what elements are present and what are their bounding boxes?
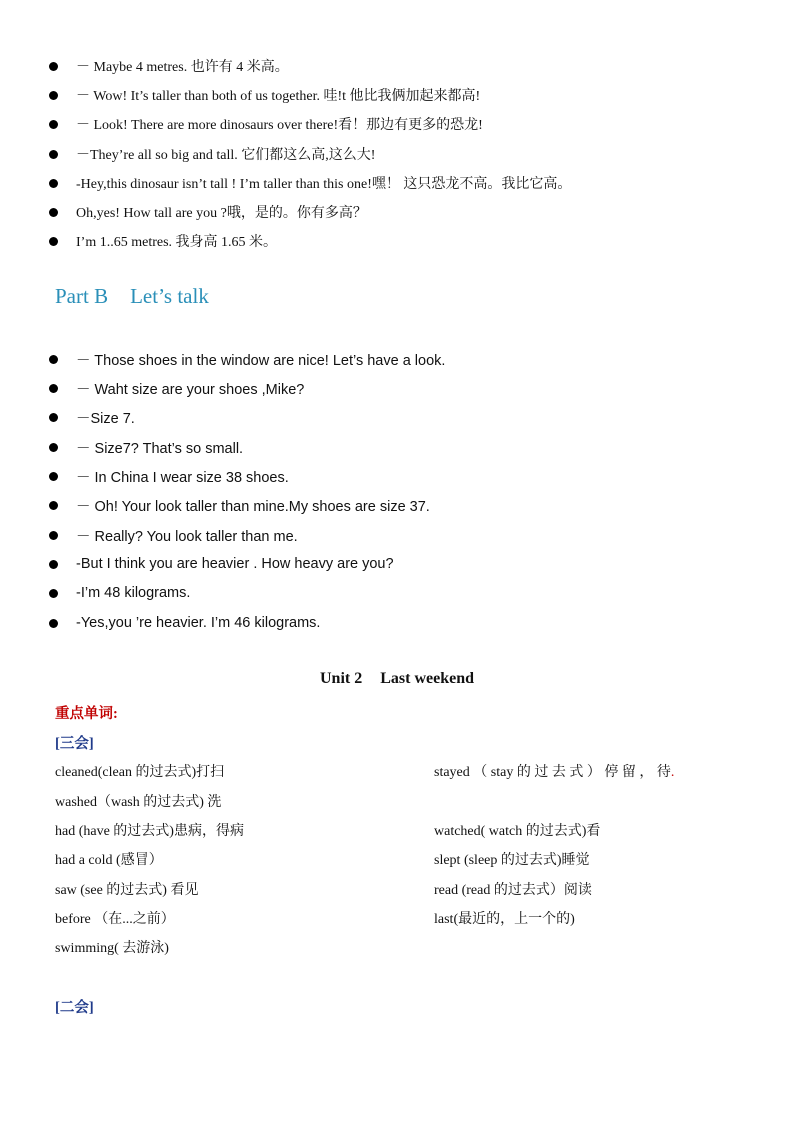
bullet-icon	[49, 560, 58, 569]
dialogue-line: － Size7? That’s so small.	[76, 440, 244, 457]
dialogue-line: -But I think you are heavier . How heavy are you?	[76, 556, 394, 572]
dialogue-line: － Waht size are your shoes ,Mike?	[76, 381, 305, 398]
unit-title: Last weekend	[380, 670, 474, 687]
word-entry: last(最近的，上一个的)	[434, 912, 575, 927]
word-entry: saw (see 的过去式) 看见	[55, 883, 199, 898]
bullet-icon	[49, 62, 58, 71]
unit-heading	[0, 670, 794, 688]
dialogue-line: － Those shoes in the window are nice! Let’s have a look.	[76, 352, 446, 369]
section-title: Let’s talk	[130, 284, 209, 308]
word-entry: had (have 的过去式)患病，得病	[55, 824, 244, 839]
level-three-label: [三会]	[55, 736, 94, 752]
dialogue-line: －They’re all so big and tall. 它们都这么高,这么大!	[76, 148, 376, 163]
trailing-mark: .	[670, 765, 675, 780]
dialogue-line: －Size 7.	[76, 410, 135, 427]
section-heading	[55, 284, 209, 309]
word-entry: swimming( 去游泳)	[55, 941, 169, 956]
dialogue-line: － Really? You look taller than me.	[76, 528, 298, 545]
dialogue-line: － In China I wear size 38 shoes.	[76, 469, 289, 486]
bullet-icon	[49, 384, 58, 393]
bullet-icon	[49, 91, 58, 100]
word-entry	[434, 761, 674, 781]
bullet-icon	[49, 472, 58, 481]
bullet-icon	[49, 150, 58, 159]
word-entry: washed（wash 的过去式) 洗	[55, 795, 222, 810]
bullet-icon	[49, 413, 58, 422]
dialogue-line: － Look! There are more dinosaurs over there!看！那边有更多的恐龙!	[76, 118, 483, 133]
word-text: stayed （ stay 的 过 去 式 ） 停 留 ， 待	[434, 765, 671, 780]
dialogue-line: － Wow! It’s taller than both of us together. 哇!t 他比我俩加起来都高!	[76, 89, 481, 104]
word-entry: slept (sleep 的过去式)睡觉	[434, 853, 590, 868]
section-label: Part B	[55, 284, 109, 308]
bullet-icon	[49, 179, 58, 188]
dialogue-line: I’m 1..65 metres. 我身高 1.65 米。	[76, 235, 278, 250]
dialogue-line: -Hey,this dinosaur isn’t tall ! I’m taller than this one!嘿！ 这只恐龙不高。我比它高。	[76, 177, 572, 192]
bullet-icon	[49, 501, 58, 510]
bullet-icon	[49, 443, 58, 452]
word-entry: watched( watch 的过去式)看	[434, 824, 601, 839]
word-entry: cleaned(clean 的过去式)打扫	[55, 765, 225, 780]
bullet-icon	[49, 208, 58, 217]
bullet-icon	[49, 237, 58, 246]
word-entry: had a cold (感冒）	[55, 853, 163, 868]
bullet-icon	[49, 589, 58, 598]
bullet-icon	[49, 355, 58, 364]
word-entry: before （在...之前）	[55, 912, 175, 927]
bullet-icon	[49, 120, 58, 129]
key-words-label: 重点单词:	[55, 706, 118, 722]
level-two-label: [二会]	[55, 1000, 94, 1016]
word-entry: read (read 的过去式）阅读	[434, 883, 592, 898]
bullet-icon	[49, 531, 58, 540]
dialogue-line: － Maybe 4 metres. 也许有 4 米高。	[76, 60, 289, 75]
dialogue-line: -Yes,you ’re heavier. I’m 46 kilograms.	[76, 615, 321, 631]
dialogue-line: -I’m 48 kilograms.	[76, 585, 191, 601]
unit-number: Unit 2	[319, 670, 363, 687]
bullet-icon	[49, 619, 58, 628]
dialogue-line: － Oh! Your look taller than mine.My shoes are size 37.	[76, 498, 430, 515]
dialogue-line: Oh,yes! How tall are you ?哦，是的。你有多高？	[76, 206, 367, 221]
